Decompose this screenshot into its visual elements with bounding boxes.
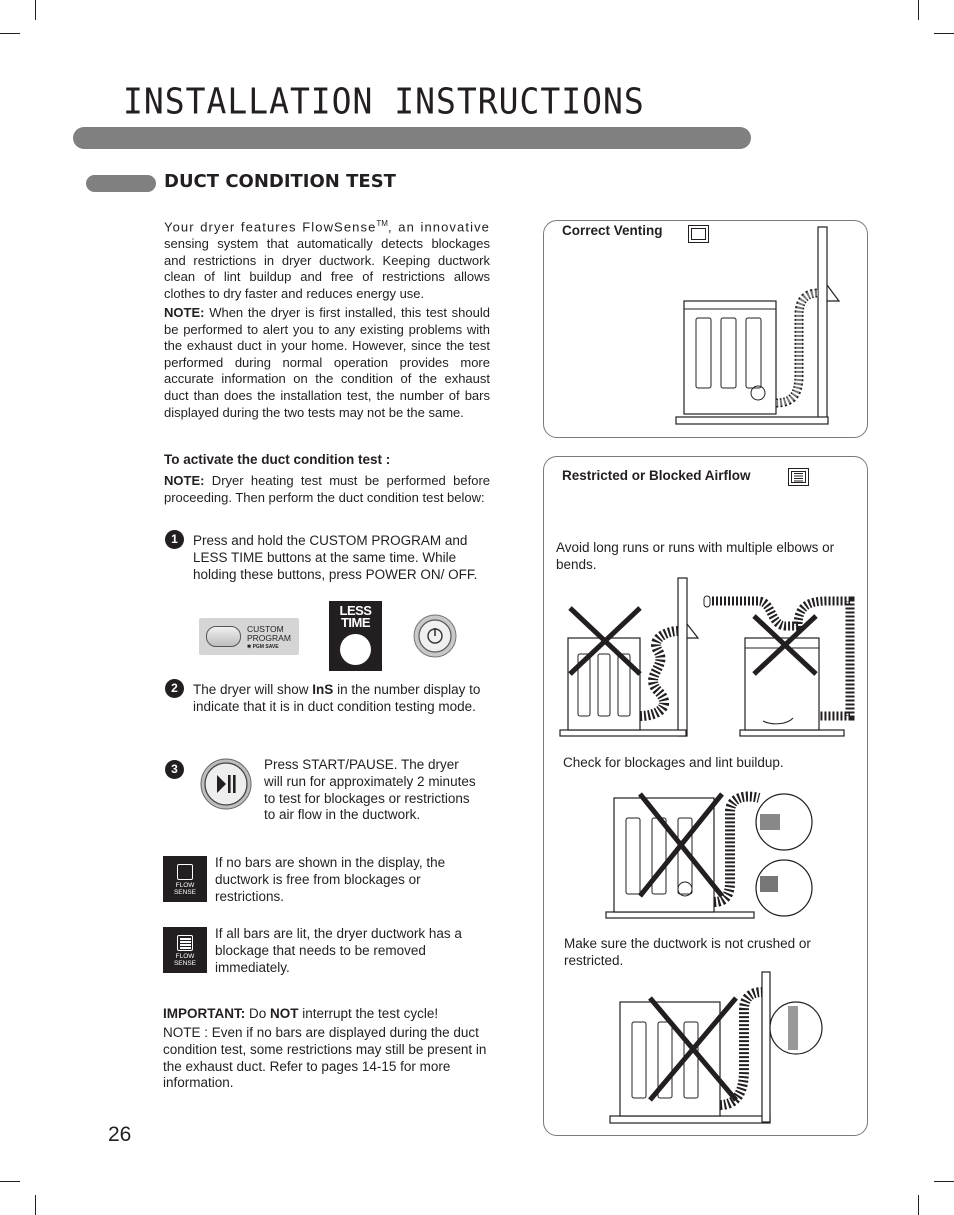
power-button[interactable] (413, 614, 457, 658)
step-number: 1 (165, 530, 184, 549)
intro-rest: sensing system that automatically detects blockages and restrictions in dryer ductwork. Keeping ductwork clean of lint buildup and free of restrictions allows clothes to dry faster and reduces energy use. (164, 235, 490, 301)
correct-venting-illustration (674, 225, 844, 427)
less-label-line: LESS (339, 603, 372, 618)
important-note (163, 1006, 438, 1023)
flowsense-all-bars-icon (163, 927, 207, 973)
pgm-save-label: ✱ PGM SAVE (247, 644, 279, 650)
intro-line1-pre: Your dryer features FlowSense (164, 219, 377, 235)
caption-blockages: Check for blockages and lint buildup. (563, 755, 784, 770)
all-bars-text: If all bars are lit, the dryer ductwork has a blockage that needs to be removed immediately. (215, 926, 462, 975)
custom-program-button-panel (199, 618, 299, 655)
step-2-text (193, 682, 493, 716)
less-time-button-panel (329, 601, 382, 671)
flowsense-label: SENSE (173, 960, 197, 967)
long-runs-illustration (558, 576, 868, 738)
crop-mark (35, 1195, 36, 1215)
custom-program-button-shape[interactable] (206, 626, 241, 647)
full-bars-display-icon (788, 468, 809, 486)
note-heating (164, 473, 490, 506)
intro-line1-post: , an innovative (387, 219, 490, 235)
crop-mark (0, 1181, 20, 1182)
crop-mark (35, 0, 36, 20)
page-number: 26 (108, 1123, 132, 1146)
flowsense-label: FLOW (175, 953, 195, 960)
note-text: When the dryer is first installed, this test should be performed to alert you to any existing problems with the exhaust duct in your home. However, since the test performed during normal operation provides more accurate information on the condition of the exhaust duct than does the installation test, the number of bars displayed during the two tests may not be the same. (164, 305, 490, 420)
step-2-text-post: in the number display to indicate that it is in duct condition testing mode. (193, 682, 481, 714)
note-text: Dryer heating test must be performed before proceeding. Then perform the duct condition test below: (164, 473, 490, 505)
custom-label-line: CUSTOM (247, 624, 284, 634)
note-label: NOTE: (164, 473, 205, 488)
crop-mark (918, 0, 919, 20)
crop-mark (918, 1195, 919, 1215)
caption-crushed: Make sure the ductwork is not crushed or restricted. (564, 936, 811, 968)
important-text: interrupt the test cycle! (298, 1006, 439, 1021)
important-label: IMPORTANT: (163, 1006, 246, 1021)
step-3-text: Press START/PAUSE. The dryer will run for approximately 2 minutes to test for blockages or restrictions to air flow in the ductwork. (264, 757, 476, 823)
no-bars-text: If no bars are shown in the display, the ductwork is free from blockages or restrictions. (215, 855, 446, 904)
final-note: NOTE : Even if no bars are displayed during the duct condition test, some restrictions may still be present in the exhaust duct. Refer to pages 14-15 for more information. (163, 1025, 487, 1091)
correct-venting-title: Correct Venting (562, 223, 663, 238)
step-2-text-pre: The dryer will show (193, 682, 313, 697)
step-1-text: Press and hold the CUSTOM PROGRAM and LESS TIME buttons at the same time. While holding these buttons, press POWER ON/ OFF. (193, 533, 478, 582)
section-title: DUCT CONDITION TEST (164, 171, 396, 192)
section-pill (86, 175, 156, 192)
step-number: 2 (165, 679, 184, 698)
flowsense-label: SENSE (173, 889, 197, 896)
note-installation (164, 305, 490, 421)
page-title: INSTALLATION INSTRUCTIONS (123, 80, 645, 123)
trademark: TM (376, 219, 388, 228)
blockages-illustration (604, 784, 816, 922)
custom-program-label (247, 625, 291, 652)
time-label-line: TIME (340, 615, 371, 630)
activate-heading: To activate the duct condition test : (164, 452, 391, 467)
flowsense-no-bars-icon (163, 856, 207, 902)
less-time-label (329, 605, 382, 629)
caption-long-runs: Avoid long runs or runs with multiple elbows or bends. (556, 540, 835, 572)
crop-mark (934, 33, 954, 34)
important-text: Do (245, 1006, 271, 1021)
important-not: NOT (270, 1006, 299, 1021)
custom-label-line: PROGRAM (247, 633, 291, 643)
crop-mark (0, 33, 20, 34)
title-bar (73, 127, 751, 149)
crushed-duct-illustration (608, 970, 826, 1128)
note-label: NOTE: (164, 305, 205, 320)
intro-paragraph (164, 216, 490, 302)
less-time-button[interactable] (340, 634, 371, 665)
step-number: 3 (165, 760, 184, 779)
start-pause-button[interactable] (200, 758, 252, 810)
crop-mark (934, 1181, 954, 1182)
ins-code: InS (312, 682, 334, 697)
flowsense-label: FLOW (175, 882, 195, 889)
restricted-airflow-title: Restricted or Blocked Airflow (562, 468, 751, 483)
